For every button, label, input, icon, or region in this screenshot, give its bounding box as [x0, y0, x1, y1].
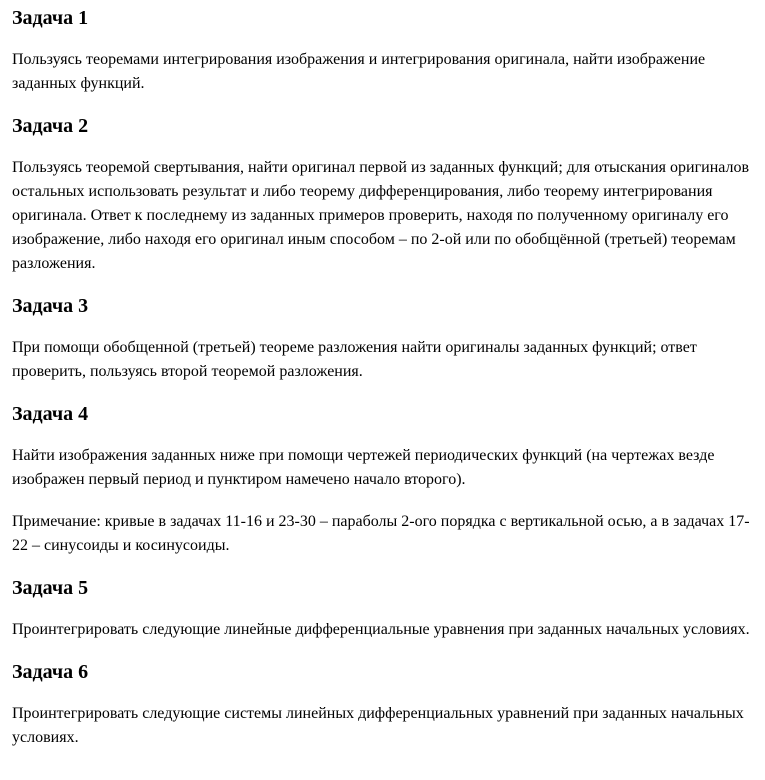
task-3-heading: Задача 3: [12, 295, 89, 317]
task-1-text: Пользуясь теоремами интегрирования изображения и интегрирования оригинала, найти изображение заданных функций.: [12, 51, 706, 92]
task-4-heading: Задача 4: [12, 403, 89, 425]
task-2-text: Пользуясь теоремой свертывания, найти оригинал первой из заданных функций; для отыскания оригиналов остальных использовать результат и либо теорему дифференцирования, либо теорему интегрирования оригинала. Ответ к последнему из заданных примеров проверить, находя по полученному оригиналу его изображение, либо находя его оригинал иным способом – по 2-ой или по обобщённой (третьей) теоремам разложения.: [12, 159, 750, 272]
task-1-heading: Задача 1: [12, 7, 89, 29]
task-5-text: Проинтегрировать следующие линейные дифференциальные уравнения при заданных начальных условиях.: [12, 621, 750, 638]
task-3-text: При помощи обобщенной (третьей) теореме разложения найти оригиналы заданных функций; ответ проверить, пользуясь второй теоремой разложения.: [12, 339, 697, 380]
task-4-text: Найти изображения заданных ниже при помощи чертежей периодических функций (на чертежах везде изображен первый период и пунктиром намечено начало второго).: [12, 447, 715, 488]
task-6-text: Проинтегрировать следующие системы линейных дифференциальных уравнений при заданных начальных условиях.: [12, 705, 744, 746]
task-6-heading: Задача 6: [12, 661, 89, 683]
task-2-heading: Задача 2: [12, 115, 89, 137]
task-4-note: Примечание: кривые в задачах 11-16 и 23-30 – параболы 2-ого порядка с вертикальной осью, а в задачах 17-22 – синусоиды и косинусоиды.: [12, 513, 750, 554]
task-5-heading: Задача 5: [12, 577, 89, 599]
